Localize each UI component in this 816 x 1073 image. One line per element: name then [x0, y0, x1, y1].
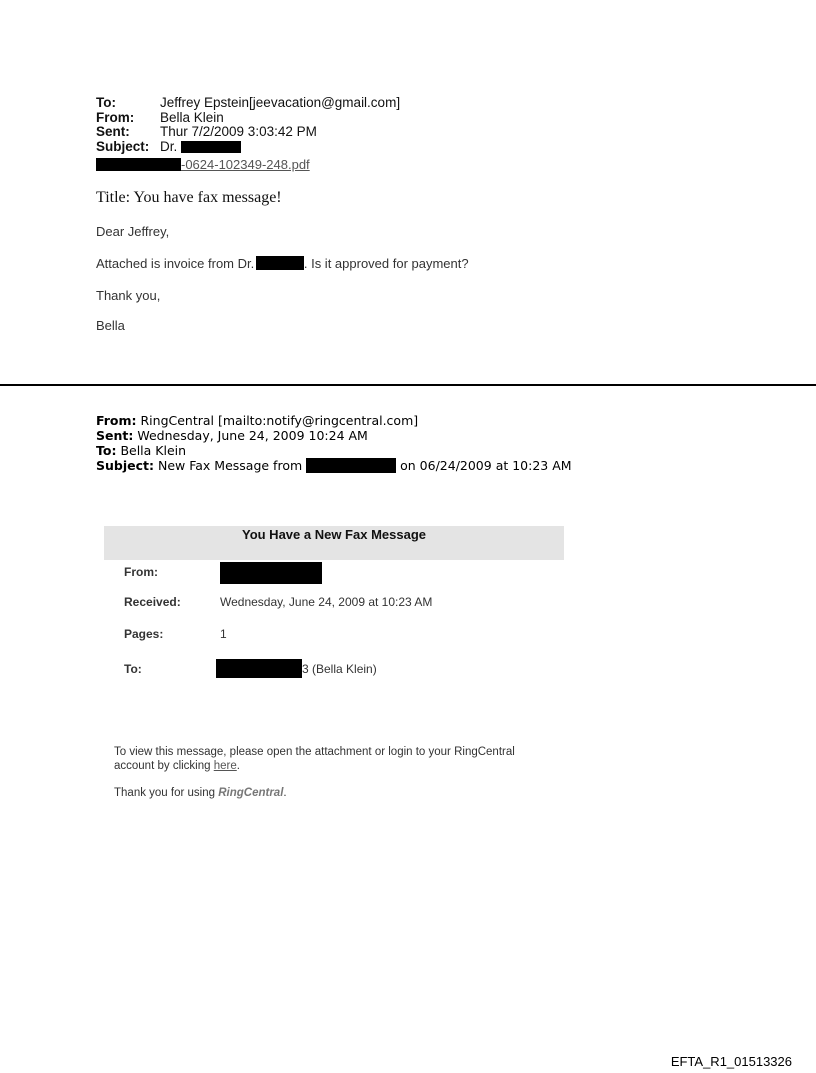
attachment-line — [96, 157, 310, 172]
fax-pages-value: 1 — [220, 627, 227, 641]
redaction-box — [306, 458, 396, 473]
body-text-end: . Is it approved for payment? — [303, 256, 469, 271]
fax-banner: You Have a New Fax Message — [104, 526, 564, 560]
redaction-box — [96, 158, 181, 171]
redaction-box — [256, 256, 304, 270]
sent-value: Thur 7/2/2009 3:03:42 PM — [160, 124, 317, 139]
thanks-text: Thank you for using — [114, 787, 216, 799]
sent-label: Sent: — [96, 124, 130, 139]
fax-to-row — [124, 659, 377, 678]
redaction-box — [220, 562, 322, 584]
from-value: Bella Klein — [160, 109, 224, 125]
redaction-box — [181, 141, 241, 153]
fax-pages-label: Pages: — [124, 627, 164, 641]
greeting: Dear Jeffrey, — [96, 224, 170, 239]
document-id: EFTA_R1_01513326 — [670, 1054, 792, 1069]
redaction-box — [216, 659, 302, 678]
fax-received-value: Wednesday, June 24, 2009 at 10:23 AM — [220, 595, 433, 609]
here-link[interactable]: here — [213, 760, 237, 772]
divider — [0, 384, 816, 386]
fwd-subject-label: Subject: — [96, 458, 154, 473]
fwd-subject-start: New Fax Message from — [157, 458, 303, 473]
email-header — [96, 96, 400, 154]
fwd-from-label: From: — [96, 413, 137, 428]
fax-to-value: 3 (Bella Klein) — [302, 662, 377, 676]
to-value: Jeffrey Epstein[jeevacation@gmail.com] — [160, 95, 401, 110]
forwarded-header — [96, 413, 572, 473]
signature: Bella — [96, 318, 125, 333]
message-title: Title: You have fax message! — [96, 189, 282, 206]
subject-value: Dr. — [160, 138, 178, 154]
view-instructions-line1: To view this message, please open the attachment or login to your RingCentral — [114, 746, 515, 758]
brand-name: RingCentral — [218, 787, 284, 799]
thanks-line: Thank you for using RingCentral. — [114, 787, 287, 799]
fwd-from-value: RingCentral [mailto:notify@ringcentral.com] — [140, 413, 419, 428]
fax-from-label: From: — [124, 565, 158, 579]
fax-received-row — [124, 595, 432, 609]
fwd-to-label: To: — [96, 443, 117, 458]
fwd-sent-label: Sent: — [96, 428, 134, 443]
attachment-link[interactable]: -0624-102349-248.pdf — [181, 157, 310, 172]
fax-received-label: Received: — [124, 595, 181, 609]
view-instructions-line2: account by clicking — [114, 760, 211, 772]
fwd-sent-value: Wednesday, June 24, 2009 10:24 AM — [137, 428, 368, 443]
fax-to-label: To: — [124, 662, 142, 676]
subject-label: Subject: — [96, 138, 150, 154]
fax-from-row — [124, 562, 322, 584]
from-label: From: — [96, 109, 135, 125]
body-text — [96, 256, 469, 271]
view-instructions: To view this message, please open the attachment or login to your RingCentral account by clicking here. — [114, 746, 515, 772]
fax-pages-row — [124, 627, 227, 641]
fwd-subject-end: on 06/24/2009 at 10:23 AM — [400, 458, 572, 473]
closing: Thank you, — [96, 288, 161, 303]
body-text-start: Attached is invoice from Dr. — [96, 256, 255, 271]
to-label: To: — [96, 95, 116, 110]
fwd-to-value: Bella Klein — [120, 443, 187, 458]
